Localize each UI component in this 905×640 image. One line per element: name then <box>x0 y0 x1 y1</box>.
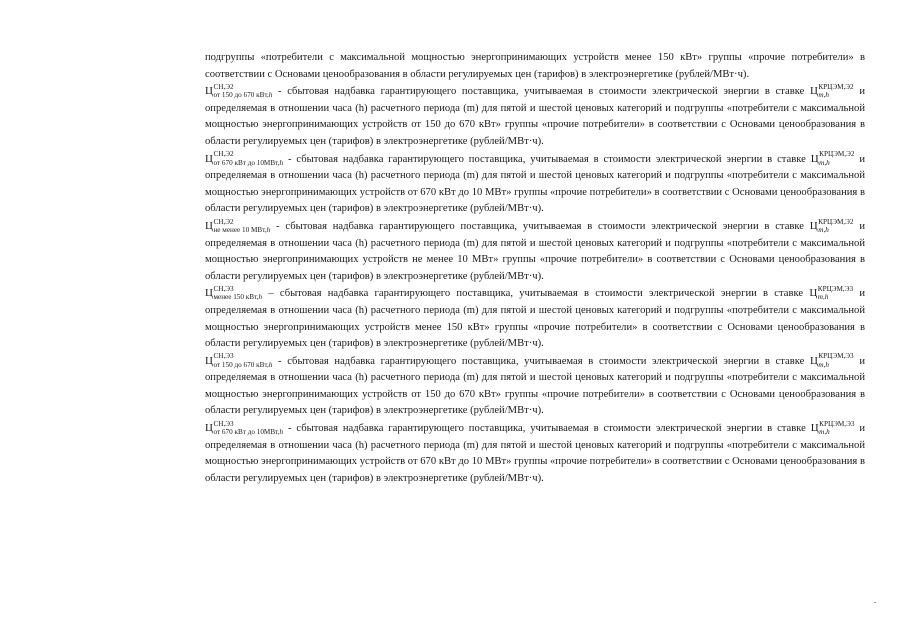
symbol-superscript: СН,Э2 <box>213 150 234 159</box>
rate-subscript-text: m,h <box>818 225 829 234</box>
rate-subscript-text: m,h <box>819 158 830 167</box>
rate-subscript-text: m,h <box>817 293 829 302</box>
dash: - <box>272 355 288 367</box>
symbol-subscript-h: h <box>279 158 284 167</box>
tariff-symbol <box>205 420 283 438</box>
tariff-symbol <box>205 83 272 101</box>
definition-paragraph <box>205 151 865 218</box>
symbol-subscript-h: h <box>266 225 271 234</box>
symbol-subscript-text: от 670 кВт до 10МВт, <box>213 428 280 437</box>
symbol-subscript-h: h <box>268 360 273 369</box>
symbol-base: Ц <box>205 354 213 367</box>
symbol-subscript-h: h <box>258 293 263 302</box>
symbol-subscript-h: h <box>268 91 273 100</box>
symbol-subscript-text: от 150 до 670 кВт, <box>213 91 269 100</box>
symbol-superscript: СН,Э2 <box>213 82 234 91</box>
definition-text-2: и определяемая в отношении часа (h) расчетного периода (m) для пятой и шестой ценовых категорий и подгруппы «потребители с максимальной мощностью энергопринимающих устройств от 150 до 670 кВт» группы «прочие потребители» в соответствии с Основами ценообразования в области регулируемых цен (тарифов) в электроэнергетике (рублей/МВт·ч). <box>205 355 865 417</box>
symbol-subscript <box>213 92 272 99</box>
symbol-subscript-text: от 670 кВт до 10МВт, <box>213 158 280 167</box>
rate-superscript: КРЦЭМ,Э2 <box>818 217 854 226</box>
symbol-superscript: СН,Э3 <box>213 352 234 361</box>
rate-base: Ц <box>809 85 818 98</box>
definition-paragraph <box>205 285 865 352</box>
symbol-subscript <box>213 429 283 436</box>
rate-subscript-text: m,h <box>818 360 829 369</box>
definition-paragraph <box>205 83 865 150</box>
rate-base: Ц <box>809 287 818 300</box>
dash: – <box>262 288 280 300</box>
rate-base: Ц <box>810 152 819 165</box>
tariff-symbol <box>205 353 272 371</box>
rate-superscript: КРЦЭМ,Э3 <box>819 419 855 428</box>
symbol-subscript <box>213 160 283 167</box>
definition-text-1: сбытовая надбавка гарантирующего поставщика, учитываемая в стоимости электрической энергии в ставке <box>285 220 804 232</box>
symbol-subscript-text: менее 150 кВт, <box>213 293 259 302</box>
rate-subscript-text: m,h <box>819 428 830 437</box>
rate-symbol <box>810 83 854 101</box>
document-page <box>205 50 865 487</box>
symbol-subscript-text: не менее 10 МВт, <box>213 225 267 234</box>
symbol-subscript-h: h <box>279 428 284 437</box>
definition-paragraph <box>205 420 865 487</box>
rate-symbol <box>811 420 855 438</box>
symbol-superscript: СН,Э2 <box>213 217 234 226</box>
rate-subscript <box>819 429 854 436</box>
rate-symbol <box>811 151 855 169</box>
rate-subscript <box>818 294 853 301</box>
rate-subscript <box>818 362 853 369</box>
symbol-base: Ц <box>205 152 213 165</box>
dash: - <box>272 86 288 98</box>
rate-base: Ц <box>809 219 818 232</box>
rate-symbol <box>810 218 854 236</box>
symbol-base: Ц <box>205 422 213 435</box>
symbol-base: Ц <box>205 219 213 232</box>
tariff-symbol <box>205 218 270 236</box>
symbol-base: Ц <box>205 287 213 300</box>
definition-text-2: и определяемая в отношении часа (h) расчетного периода (m) для пятой и шестой ценовых категорий и подгруппы «потребители с максимальной мощностью энергопринимающих устройств от 670 кВт до 10 МВт» группы «прочие потребители» в соответствии с Основами ценообразования в области регулируемых цен (тарифов) в электроэнергетике (рублей/МВт·ч). <box>205 423 865 484</box>
tariff-symbol <box>205 151 283 169</box>
rate-subscript <box>819 160 854 167</box>
rate-subscript <box>818 92 853 99</box>
dash: - <box>283 153 297 165</box>
dash: - <box>270 220 286 232</box>
symbol-superscript: СН,Э3 <box>213 285 234 294</box>
scan-mark <box>874 602 876 603</box>
intro-paragraph: подгруппы «потребители с максимальной мощностью энергопринимающих устройств менее 150 кВт» группы «прочие потребители» в соответствии с Основами ценообразования в области регулируемых цен (тарифов) в электроэнергетике (рублей/МВт·ч). <box>205 52 865 80</box>
rate-superscript: КРЦЭМ,Э2 <box>818 82 854 91</box>
symbol-subscript-text: от 150 до 670 кВт, <box>213 360 269 369</box>
definition-text-1: сбытовая надбавка гарантирующего поставщика, учитываемая в стоимости электрической энергии в ставке <box>279 288 804 300</box>
symbol-subscript <box>213 294 262 301</box>
rate-superscript: КРЦЭМ,Э3 <box>818 352 854 361</box>
symbol-superscript: СН,Э3 <box>213 419 234 428</box>
tariff-symbol <box>205 285 262 303</box>
rate-base: Ц <box>809 354 818 367</box>
definition-text-2: и определяемая в отношении часа (h) расчетного периода (m) для пятой и шестой ценовых категорий и подгруппы «потребители с максимальной мощностью энергопринимающих устройств от 670 кВт до 10 МВт» группы «прочие потребители» в соответствии с Основами ценообразования в области регулируемых цен (тарифов) в электроэнергетике (рублей/МВт·ч). <box>205 153 865 215</box>
definition-text-2: и определяемая в отношении часа (h) расчетного периода (m) для пятой и шестой ценовых категорий и подгруппы «потребители с максимальной мощностью энергопринимающих устройств не менее 10 МВт» группы «прочие потребители» в соответствии с Основами ценообразования в области регулируемых цен (тарифов) в электроэнергетике (рублей/МВт·ч). <box>205 220 865 282</box>
definition-paragraph <box>205 218 865 285</box>
rate-superscript: КРЦЭМ,Э2 <box>819 150 855 159</box>
definition-text-2: и определяемая в отношении часа (h) расчетного периода (m) для пятой и шестой ценовых категорий и подгруппы «потребители с максимальной мощностью энергопринимающих устройств от 150 до 670 кВт» группы «прочие потребители» в соответствии с Основами ценообразования в области регулируемых цен (тарифов) в электроэнергетике (рублей/МВт·ч). <box>205 86 865 147</box>
dash: - <box>283 423 297 435</box>
rate-subscript <box>818 227 853 234</box>
definition-text-1: сбытовая надбавка гарантирующего поставщика, учитываемая в стоимости электрической энергии в ставке <box>287 86 805 98</box>
rate-superscript: КРЦЭМ,Э3 <box>817 285 854 294</box>
symbol-base: Ц <box>205 85 213 98</box>
rate-symbol <box>810 353 854 371</box>
symbol-subscript <box>213 362 272 369</box>
definition-text-1: сбытовая надбавка гарантирующего поставщика, учитываемая в стоимости электрической энергии в ставке <box>287 355 805 367</box>
rate-base: Ц <box>810 422 819 435</box>
definition-paragraph <box>205 353 865 420</box>
definition-text-1: сбытовая надбавка гарантирующего поставщика, учитываемая в стоимости электрической энергии в ставке <box>296 153 806 165</box>
rate-symbol <box>809 285 853 303</box>
rate-subscript-text: m,h <box>818 91 829 100</box>
symbol-subscript <box>213 227 270 234</box>
definition-text-1: сбытовая надбавка гарантирующего поставщика, учитываемая в стоимости электрической энергии в ставке <box>296 423 806 435</box>
definition-text-2: и определяемая в отношении часа (h) расчетного периода (m) для пятой и шестой ценовых категорий и подгруппы «потребители с максимальной мощностью энергопринимающих устройств менее 150 кВт» группы «прочие потребители» в соответствии с Основами ценообразования в области регулируемых цен (тарифов) в электроэнергетике (рублей/МВт·ч). <box>205 288 865 350</box>
